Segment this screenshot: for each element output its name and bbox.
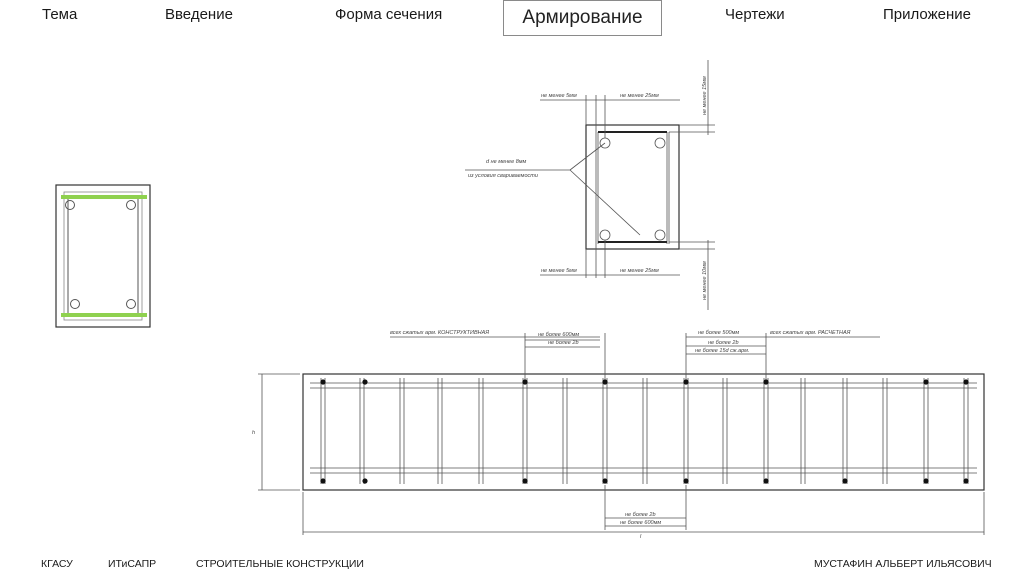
cover-right-top-label: не менее 25мм xyxy=(620,93,659,99)
beam-bottom-spacing2-label: не более 600мм xyxy=(620,520,662,526)
bottom-bar-highlight xyxy=(61,313,147,317)
beam-bar-dot xyxy=(320,379,325,384)
beam-bar-dot xyxy=(320,478,325,483)
beam-left-spacing1-label: не более 600мм xyxy=(538,332,580,338)
beam-bar-dot xyxy=(963,379,968,384)
beam-bar-dot xyxy=(522,478,527,483)
beam-right-spacing3-label: не более 15d сж.арм. xyxy=(695,348,750,354)
small-section-diagram xyxy=(56,185,150,327)
beam-bar-dot xyxy=(763,478,768,483)
nav-item-chertezhi[interactable]: Чертежи xyxy=(725,6,785,23)
nav-item-forma-secheniya[interactable]: Форма сечения xyxy=(335,6,443,23)
beam-left-spacing2-label: не более 2b xyxy=(548,340,579,346)
nav-item-prilozhenie[interactable]: Приложение xyxy=(883,6,971,23)
beam-bar-dot xyxy=(763,379,768,384)
cover-left-bottom-label: не менее 5мм xyxy=(541,268,577,274)
beam-elevation-diagram xyxy=(258,333,984,535)
beam-height-mark: h xyxy=(252,430,256,436)
nav-item-armirovanie-active[interactable]: Армирование xyxy=(503,0,662,36)
beam-bar-dot xyxy=(602,379,607,384)
cover-left-top-label: не менее 5мм xyxy=(541,93,577,99)
cross-section-diagram xyxy=(465,60,715,310)
footer-dept: ИТиСАПР xyxy=(108,558,157,570)
cover-right-bottom-label: не менее 25мм xyxy=(620,268,659,274)
nav-item-tema[interactable]: Тема xyxy=(42,6,78,23)
cover-vertical-bottom-label: не менее 10мм xyxy=(702,261,708,300)
top-bar-highlight xyxy=(61,195,147,199)
nav-item-vvedenie[interactable]: Введение xyxy=(165,6,233,23)
beam-left-title-label: всех сжатых арм. КОНСТРУКТИВНАЯ xyxy=(390,330,490,336)
cover-vertical-top-label: не менее 15мм xyxy=(702,76,708,115)
beam-bar-dot xyxy=(602,478,607,483)
beam-bar-dot xyxy=(683,478,688,483)
beam-bar-dot xyxy=(362,379,367,384)
footer-org: КГАСУ xyxy=(41,558,73,570)
weld-label-line2: из условия свариваемости xyxy=(468,173,538,179)
beam-bar-dot xyxy=(362,478,367,483)
footer-subject: СТРОИТЕЛЬНЫЕ КОНСТРУКЦИИ xyxy=(196,558,364,570)
beam-bar-dot xyxy=(522,379,527,384)
beam-bar-dot xyxy=(923,379,928,384)
beam-right-spacing2-label: не более 2b xyxy=(708,340,739,346)
beam-right-spacing1-label: не более 500мм xyxy=(698,330,740,336)
beam-bar-dot xyxy=(923,478,928,483)
beam-bar-dot xyxy=(683,379,688,384)
footer-author: МУСТАФИН АЛЬБЕРТ ИЛЬЯСОВИЧ xyxy=(814,558,992,570)
beam-bar-dot xyxy=(963,478,968,483)
beam-bar-dot xyxy=(842,478,847,483)
weld-label-line1: d не менее 8мм xyxy=(486,159,527,165)
beam-length-mark: l xyxy=(640,534,642,540)
beam-right-title-label: всех сжатых арм. РАСЧЕТНАЯ xyxy=(770,330,851,336)
beam-bottom-spacing1-label: не более 2b xyxy=(625,512,656,518)
